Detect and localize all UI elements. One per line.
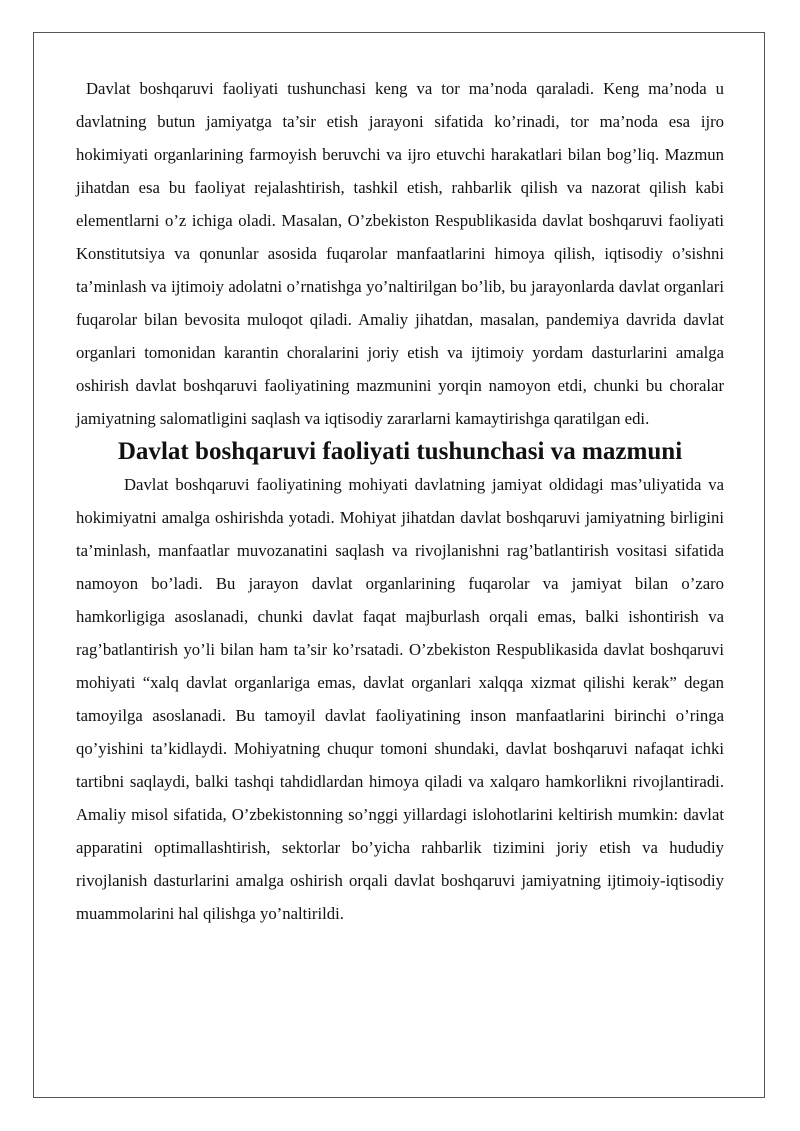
body-paragraph: Davlat boshqaruvi faoliyatining mohiyati davlatning jamiyat oldidagi mas’uliyatida va hokimiyatni amalga oshirishda yotadi. Mohiyat jihatdan davlat boshqaruvi jamiyatning birligini ta’minlash, manfaatlar muvozanatini saqlash va rivojlanishni rag’batlantirish vositasi sifatida namoyon bo’ladi. Bu jarayon davlat organlarining fuqarolar va jamiyat bilan o’zaro hamkorligiga asoslanadi, chunki davlat faqat majburlash orqali emas, balki ishontirish va rag’batlantirish yo’li bilan ham ta’sir ko’rsatadi. O’zbekiston Respublikasida davlat boshqaruvi mohiyati “xalq davlat organlariga emas, davlat organlari xalqqa xizmat qilishi kerak” degan tamoyilga asoslanadi. Bu tamoyil davlat faoliyatining inson manfaatlarini birinchi o’ringa qo’yishini ta’kidlaydi. Mohiyatning chuqur tomoni shundaki, davlat boshqaruvi nafaqat ichki tartibni saqlaydi, balki tashqi tahdidlardan himoya qiladi va xalqaro hamkorlikni rivojlantiradi. Amaliy misol sifatida, O’zbekistonning so’nggi yillardagi islohotlarini keltirish mumkin: davlat apparatini optimallashtirish, sektorlar bo’yicha rahbarlik tizimini joriy etish va hududiy rivojlanish dasturlarini amalga oshirish orqali davlat boshqaruvi jamiyatning ijtimoiy-iqtisodiy muammolarini hal qilishga yo’naltirildi. [76,475,724,923]
document-body [76,72,724,930]
section-heading: Davlat boshqaruvi faoliyati tushunchasi va mazmuni [117,438,683,465]
intro-paragraph: Davlat boshqaruvi faoliyati tushunchasi keng va tor ma’noda qaraladi. Keng ma’noda u davlatning butun jamiyatga ta’sir etish jarayoni sifatida ko’rinadi, tor ma’noda esa ijro hokimiyati organlarining farmoyish beruvchi va ijro etuvchi harakatlari bilan bog’liq. Mazmun jihatdan esa bu faoliyat rejalashtirish, tashkil etish, rahbarlik qilish va nazorat qilish kabi elementlarni o’z ichiga oladi. Masalan, O’zbekiston Respublikasida davlat boshqaruvi faoliyati Konstitutsiya va qonunlar asosida fuqarolar manfaatlarini himoya qilish, iqtisodiy o’sishni ta’minlash va ijtimoiy adolatni o’rnatishga yo’naltirilgan bo’lib, bu jarayonlarda davlat organlari fuqarolar bilan bevosita muloqot qiladi. Amaliy jihatdan, masalan, pandemiya davrida davlat organlari tomonidan karantin choralarini joriy etish va ijtimoiy yordam dasturlarini amalga oshirish davlat boshqaruvi faoliyatining mazmunini yorqin namoyon etdi, chunki bu choralar jamiyatning salomatligini saqlash va iqtisodiy zararlarni kamaytirishga qaratilgan edi. [76,79,724,428]
